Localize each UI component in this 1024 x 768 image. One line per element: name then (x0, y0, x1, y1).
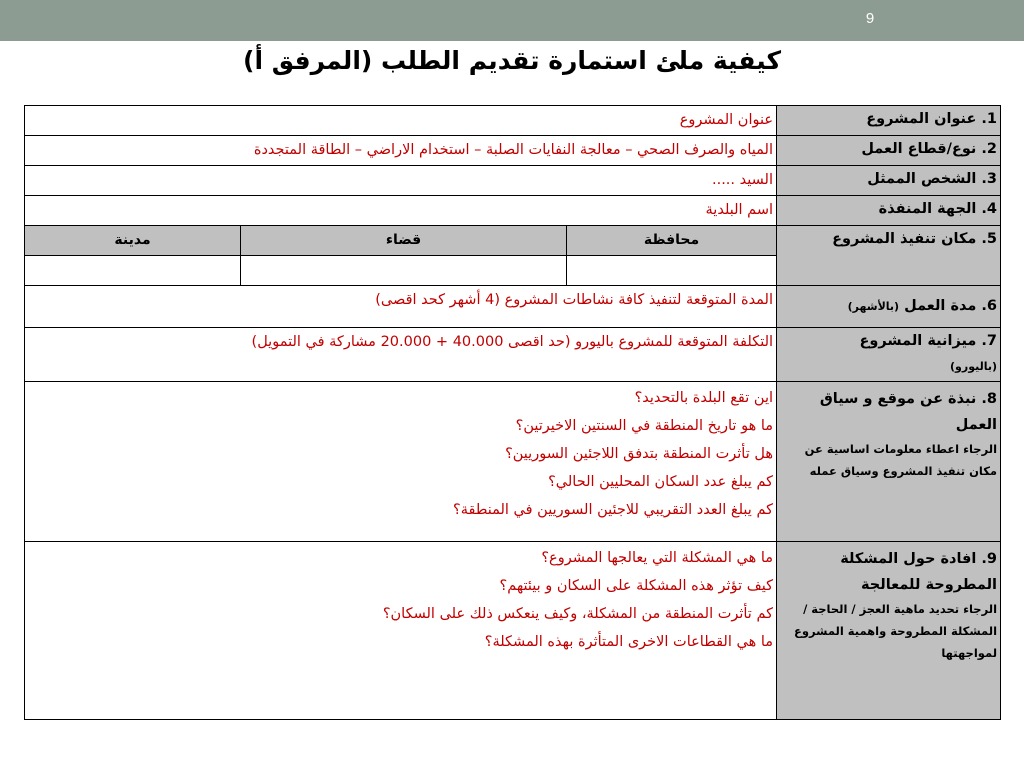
context-questions (25, 382, 777, 542)
project-title-value: عنوان المشروع (25, 106, 777, 136)
sector-value: المياه والصرف الصحي – معالجة النفايات الصلبة – استخدام الاراضي – الطاقة المتجددة (25, 136, 777, 166)
implementing-entity-label: 4. الجهة المنفذة (777, 196, 1001, 226)
list-item: كم يبلغ عدد السكان المحليين الحالي؟ (548, 474, 774, 490)
budget-label-sub: (باليورو) (950, 360, 998, 373)
city-header: مدينة (25, 226, 241, 256)
table-row (25, 136, 1001, 166)
budget-value: التكلفة المتوقعة للمشروع باليورو (حد اقصى 40.000 + 20.000 مشاركة في التمويل) (25, 328, 777, 382)
table-row (25, 226, 1001, 256)
city-cell (25, 256, 241, 286)
governorate-header: محافظة (567, 226, 777, 256)
list-item: ما هو تاريخ المنطقة في السنتين الاخيرتين؟ (515, 418, 774, 434)
representative-value: السيد ..... (25, 166, 777, 196)
context-label-main: 8. نبذة عن موقع و سياق العمل (819, 391, 998, 433)
slide-number: 9 (865, 10, 875, 27)
table-row (25, 106, 1001, 136)
table-row (25, 542, 1001, 720)
table-row (25, 382, 1001, 542)
application-form-table (24, 105, 1001, 720)
list-item: كم تأثرت المنطقة من المشكلة، وكيف ينعكس ذلك على السكان؟ (382, 606, 774, 622)
project-title-label: 1. عنوان المشروع (777, 106, 1001, 136)
page-title: كيفية ملئ استمارة تقديم الطلب (المرفق أ) (243, 46, 781, 75)
district-cell (241, 256, 567, 286)
duration-value: المدة المتوقعة لتنفيذ كافة نشاطات المشروع (4 أشهر كحد اقصى) (25, 286, 777, 328)
governorate-cell (567, 256, 777, 286)
budget-label (777, 328, 1001, 382)
table-row (25, 196, 1001, 226)
problem-label (777, 542, 1001, 720)
list-item: ما هي القطاعات الاخرى المتأثرة بهذه المشكلة؟ (484, 634, 774, 650)
duration-label-main: 6. مدة العمل (904, 298, 998, 314)
table-row (25, 166, 1001, 196)
sector-label: 2. نوع/قطاع العمل (777, 136, 1001, 166)
implementing-entity-value: اسم البلدية (25, 196, 777, 226)
list-item: كيف تؤثر هذه المشكلة على السكان و بيئتهم؟ (499, 578, 774, 594)
problem-questions (25, 542, 777, 720)
representative-label: 3. الشخص الممثل (777, 166, 1001, 196)
context-label-sub: الرجاء اعطاء معلومات اساسية عن مكان تنفيذ المشروع وسياق عمله (804, 442, 998, 478)
duration-label-sub: (بالأشهر) (847, 300, 900, 313)
table-row (25, 286, 1001, 328)
budget-label-main: 7. ميزانية المشروع (859, 333, 998, 349)
context-label (777, 382, 1001, 542)
district-header: قضاء (241, 226, 567, 256)
list-item: هل تأثرت المنطقة بتدفق اللاجئين السوريين؟ (505, 446, 774, 462)
problem-label-main: 9. افادة حول المشكلة المطروحة للمعالجة (840, 551, 998, 593)
problem-label-sub: الرجاء تحديد ماهية العجز / الحاجة / المشكلة المطروحة واهمية المشروع لمواجهتها (793, 602, 998, 660)
location-label: 5. مكان تنفيذ المشروع (777, 226, 1001, 286)
table-row (25, 328, 1001, 382)
list-item: كم يبلغ العدد التقريبي للاجئين السوريين في المنطقة؟ (453, 502, 774, 518)
duration-label (777, 286, 1001, 328)
list-item: ما هي المشكلة التي يعالجها المشروع؟ (541, 550, 774, 566)
list-item: اين تقع البلدة بالتحديد؟ (634, 390, 774, 406)
